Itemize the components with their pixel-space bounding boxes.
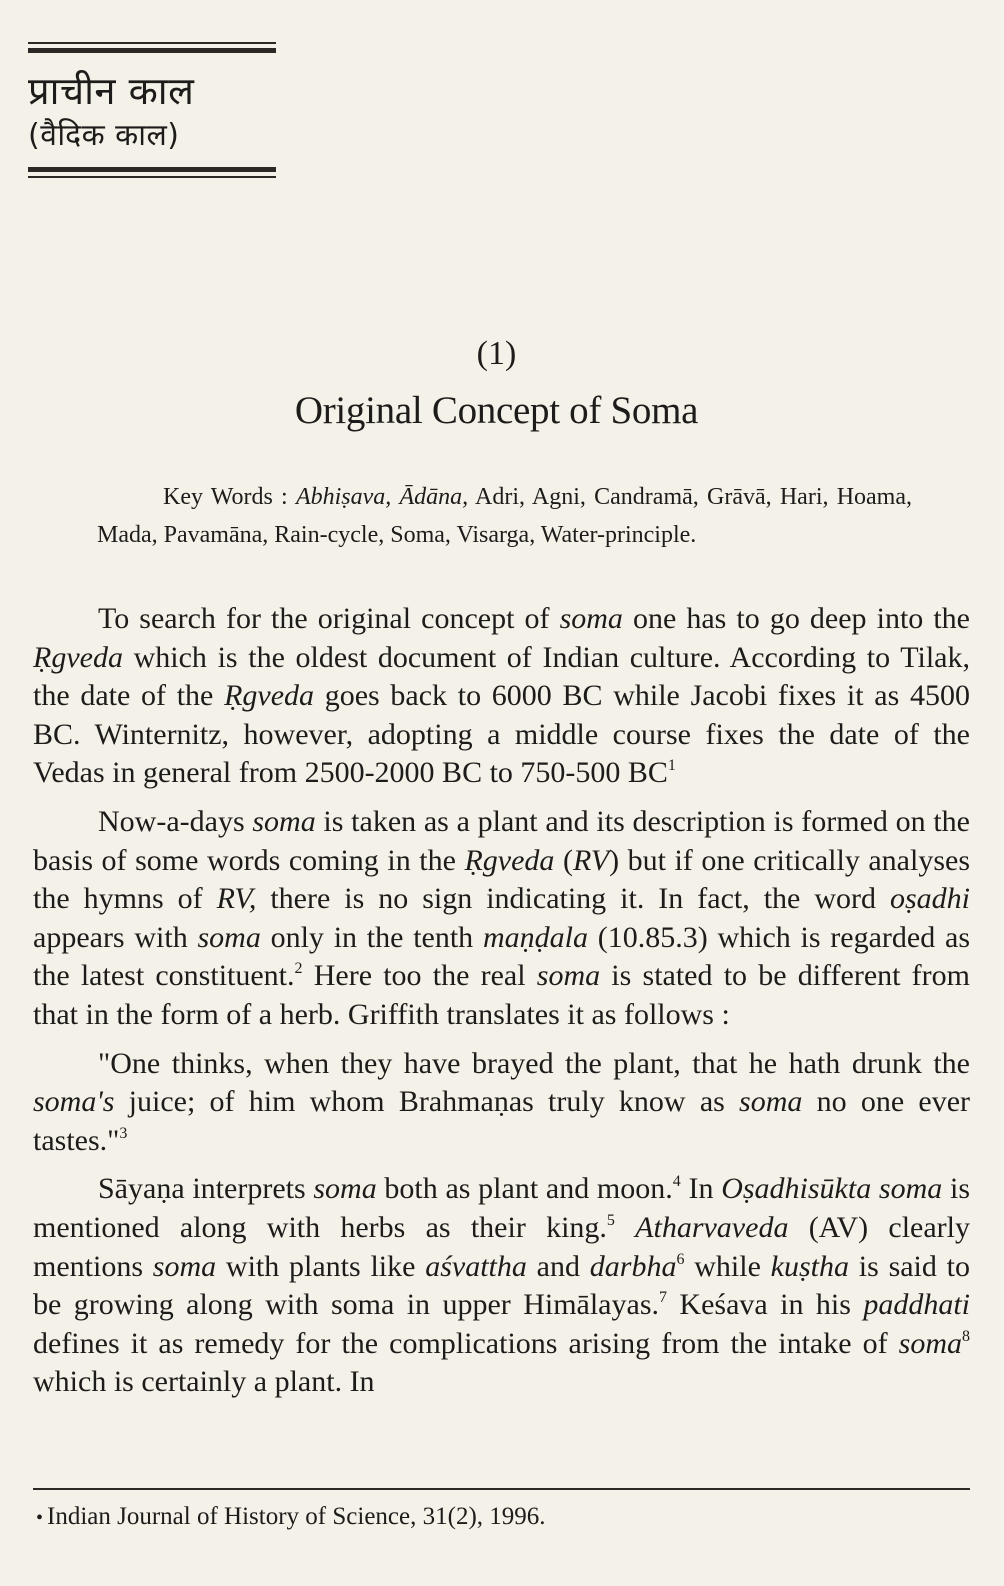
italic-run: Ṛgveda <box>33 640 123 674</box>
italic-run: aśvattha <box>425 1249 527 1283</box>
text-run: appears with <box>33 920 198 954</box>
paragraph-3 <box>33 1170 970 1402</box>
body-text <box>33 600 970 1412</box>
chapter-title: Original Concept of Soma <box>294 389 699 432</box>
text-run: ) but if one critically analyses the hymns of <box>33 843 970 916</box>
italic-run: RV <box>572 843 610 877</box>
header-rule-bottom-thin <box>28 176 276 178</box>
footnote-ref: 1 <box>667 757 676 775</box>
italic-run: soma <box>152 1249 217 1283</box>
text-run: defines it as remedy for the complications arising from the intake of <box>33 1326 899 1360</box>
footnote <box>36 1500 546 1535</box>
footnote-bullet: • <box>36 1507 44 1529</box>
italic-run: soma <box>536 959 601 993</box>
quotation-paragraph <box>33 1045 970 1161</box>
italic-run: Oṣadhisūkta soma <box>721 1172 943 1206</box>
italic-run: soma <box>197 920 261 954</box>
paragraph-2 <box>33 803 970 1035</box>
text-run: while <box>684 1249 771 1283</box>
italic-run: soma <box>252 804 316 838</box>
text-run: one has to go deep into the <box>622 602 970 635</box>
text-run: Sāyaṇa interprets <box>98 1172 314 1206</box>
header-rule-top-thick <box>28 48 276 53</box>
text-run: "One thinks, when they have brayed the plant, that he hath drunk the <box>98 1046 970 1080</box>
text-run: goes back to 6000 BC while Jacobi fixes it as 4500 BC. Winternitz, however, adopting a middle course fixes the date of the Vedas in general from 2500-2000 BC to 750-500 BC <box>33 679 970 790</box>
italic-run: Ṛgveda <box>224 679 315 713</box>
text-run: is mentioned along with herbs as their king. <box>33 1172 970 1244</box>
footnote-ref: 4 <box>672 1173 681 1191</box>
key-words-list: Adri, Agni, Candramā, Grāvā, Hari, Hoama, Mada, Pavamāna, Rain-cycle, Soma, Visarga, Water-principle. <box>97 484 913 548</box>
footnote-ref: 6 <box>676 1250 685 1268</box>
text-run: In <box>680 1172 722 1206</box>
header-rule-bottom-thick <box>28 167 276 172</box>
text-run: no one ever tastes." <box>33 1085 971 1157</box>
text-run: there is no sign indicating it. In fact, the word <box>256 882 890 916</box>
section-subtitle-hindi: (वैदिक काल) <box>28 118 180 153</box>
italic-run: soma <box>559 602 623 635</box>
text-run: and <box>526 1249 590 1283</box>
footnote-ref: 3 <box>119 1124 128 1142</box>
key-words <box>97 478 912 554</box>
text-run: which is certainly a plant. In <box>33 1365 375 1399</box>
text-run: (10.85.3) which is regarded as the latest constituent. <box>33 920 970 993</box>
italic-run: oṣadhi <box>889 882 970 916</box>
text-run: Now-a-days <box>98 804 253 838</box>
section-header <box>28 42 278 178</box>
italic-run: Atharvaveda <box>635 1210 789 1244</box>
text-run: (AV) clearly mentions <box>33 1210 970 1283</box>
text-run: juice; of him whom Brahmaṇas truly know as <box>114 1085 740 1119</box>
key-words-label: Key Words : <box>163 484 288 510</box>
italic-run: soma <box>313 1172 377 1206</box>
italic-run: Ṛgveda <box>464 843 555 877</box>
italic-run: kuṣtha <box>770 1249 849 1283</box>
text-run: Here too the real <box>302 959 537 993</box>
italic-run: darbha <box>589 1249 677 1283</box>
text-run: only in the tenth <box>260 920 483 954</box>
text-run: is taken as a plant and its description is formed on the basis of some words coming in the <box>33 804 970 877</box>
footnote-ref: 7 <box>659 1289 667 1307</box>
footnote-ref: 8 <box>962 1327 970 1345</box>
footnote-rule <box>33 1488 970 1490</box>
footnote-ref: 5 <box>606 1211 615 1229</box>
text-run: which is the oldest document of Indian culture. According to Tilak, the date of the <box>33 640 970 713</box>
text-run: ( <box>554 843 573 877</box>
italic-run: RV, <box>216 882 257 916</box>
header-rule-top-thin <box>28 42 276 44</box>
footnote-ref: 2 <box>294 960 303 978</box>
text-run <box>615 1211 635 1244</box>
italic-run: paddhati <box>863 1288 970 1322</box>
section-title-hindi: प्राचीन काल <box>28 69 195 113</box>
text-run: To search for the original concept of <box>98 602 560 635</box>
key-words-italic: Abhiṣava, Ādāna, <box>295 484 469 510</box>
text-run: is said to be growing along with soma in upper Himālayas. <box>33 1249 971 1322</box>
italic-run: soma's <box>33 1085 115 1119</box>
italic-run: soma <box>898 1326 962 1360</box>
chapter-number: (1) <box>476 335 517 372</box>
text-run: is stated to be different from that in the form of a herb. Griffith translates it as follows : <box>33 959 971 1031</box>
paragraph-1 <box>33 600 970 793</box>
italic-run: maṇḍala <box>482 920 588 954</box>
footnote-text: Indian Journal of History of Science, 31(2), 1996. <box>47 1503 546 1530</box>
italic-run: soma <box>739 1085 803 1119</box>
text-run: Keśava in his <box>667 1288 864 1322</box>
text-run: both as plant and moon. <box>376 1172 673 1206</box>
text-run: with plants like <box>216 1249 426 1283</box>
